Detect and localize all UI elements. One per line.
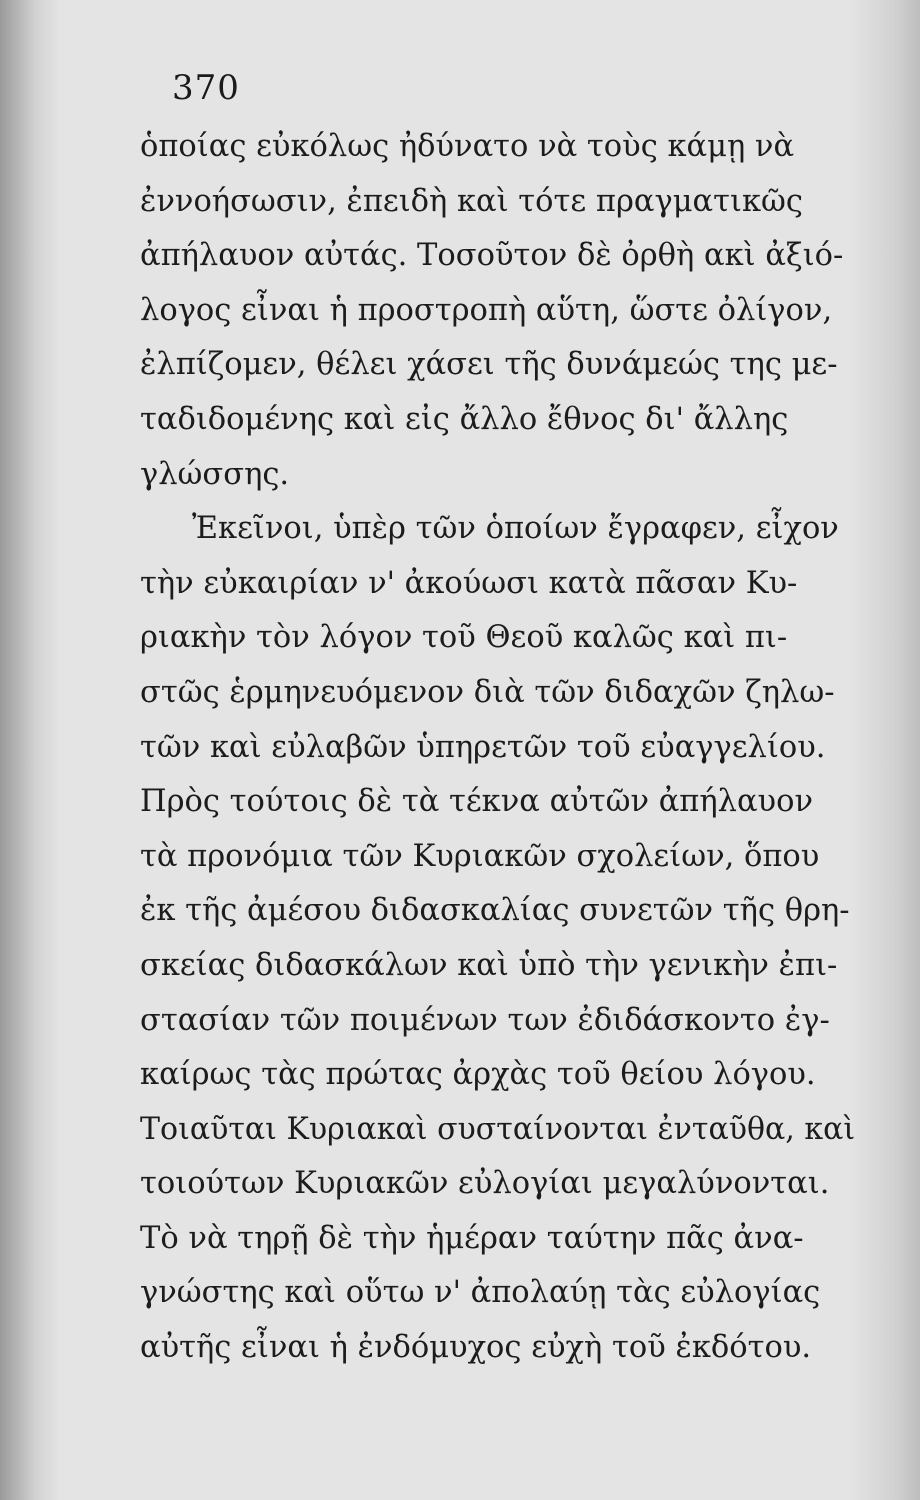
text-line (140, 666, 855, 721)
text-line (140, 175, 855, 230)
text-line-content: ταδιδομένης καὶ εἰς ἄλλο ἔθνος δι' ἄλλης (140, 401, 789, 437)
text-line-content: τοιούτων Κυριακῶν εὐλογίαι μεγαλύνονται. (140, 1166, 830, 1202)
text-line-content: γλώσσης. (140, 456, 290, 492)
text-line (140, 1266, 855, 1321)
text-line-content: Ἐκεῖνοι, ὑπὲρ τῶν ὁποίων ἔγραφεν, εἶχον (192, 511, 839, 547)
text-line-content: τῶν καὶ εὐλαβῶν ὑπηρετῶν τοῦ εὐαγγελίου. (140, 729, 826, 765)
text-line-content: ἀπήλαυον αὐτάς. Τοσοῦτον δὲ ὀρθὴ ακὶ ἀξιό- (140, 238, 844, 274)
text-line (140, 1321, 855, 1376)
text-line-content: Τὸ νὰ τηρῇ δὲ τὴν ἡμέραν ταύτην πᾶς ἀνα- (140, 1220, 804, 1256)
text-line-content: στασίαν τῶν ποιμένων των ἐδιδάσκοντο ἐγ- (140, 1002, 830, 1038)
text-line-content: ριακὴν τὸν λόγον τοῦ Θεοῦ καλῶς καὶ πι- (140, 620, 788, 656)
text-line-content: στῶς ἑρμηνευόμενον διὰ τῶν διδαχῶν ζηλω- (140, 674, 835, 710)
text-line (140, 284, 855, 339)
text-line (140, 229, 855, 284)
text-line-content: σκείας διδασκάλων καὶ ὑπὸ τὴν γενικὴν ἐπι- (140, 947, 838, 983)
body-text (140, 120, 855, 1376)
text-line-content: Τοιαῦται Κυριακαὶ συσταίνονται ἐνταῦθα, καὶ (140, 1111, 856, 1147)
text-line-content: ἐλπίζομεν, θέλει χάσει τῆς δυνάμεώς της με- (140, 347, 838, 383)
page-number: 370 (172, 68, 240, 108)
paragraph-start-line (140, 502, 855, 557)
page-gutter-shadow (0, 0, 60, 1500)
text-line-content: καίρως τὰς πρώτας ἀρχὰς τοῦ θείου λόγου. (140, 1057, 816, 1093)
text-line (140, 721, 855, 776)
text-line (140, 557, 855, 612)
text-line (140, 1103, 855, 1158)
text-line (140, 884, 855, 939)
text-line (140, 338, 855, 393)
text-line (140, 120, 855, 175)
text-line-content: ἐκ τῆς ἀμέσου διδασκαλίας συνετῶν τῆς θρη- (140, 893, 850, 929)
text-line-content: αὐτῆς εἶναι ἡ ἐνδόμυχος εὐχὴ τοῦ ἐκδότου. (140, 1330, 812, 1366)
text-line (140, 393, 855, 448)
text-line-content: ἐννοήσωσιν, ἐπειδὴ καὶ τότε πραγματικῶς (140, 183, 803, 219)
text-line (140, 939, 855, 994)
text-line (140, 611, 855, 666)
text-line (140, 1212, 855, 1267)
text-line (140, 830, 855, 885)
text-line (140, 994, 855, 1049)
text-line-content: τὰ προνόμια τῶν Κυριακῶν σχολείων, ὅπου (140, 838, 820, 874)
text-line (140, 448, 855, 503)
text-line-content: Πρὸς τούτοις δὲ τὰ τέκνα αὐτῶν ἀπήλαυον (140, 784, 813, 820)
text-line (140, 775, 855, 830)
text-line-content: λογος εἶναι ἡ προστροπὴ αὕτη, ὥστε ὀλίγον, (140, 292, 833, 328)
text-line-content: ὁποίας εὐκόλως ἠδύνατο νὰ τοὺς κάμῃ νὰ (140, 129, 795, 164)
text-line (140, 1157, 855, 1212)
page-edge-shadow (850, 0, 920, 1500)
text-line (140, 1048, 855, 1103)
text-line-content: γνώστης καὶ οὕτω ν' ἀπολαύῃ τὰς εὐλογίας (140, 1275, 821, 1311)
text-line-content: τὴν εὐκαιρίαν ν' ἀκούωσι κατὰ πᾶσαν Κυ- (140, 565, 798, 601)
